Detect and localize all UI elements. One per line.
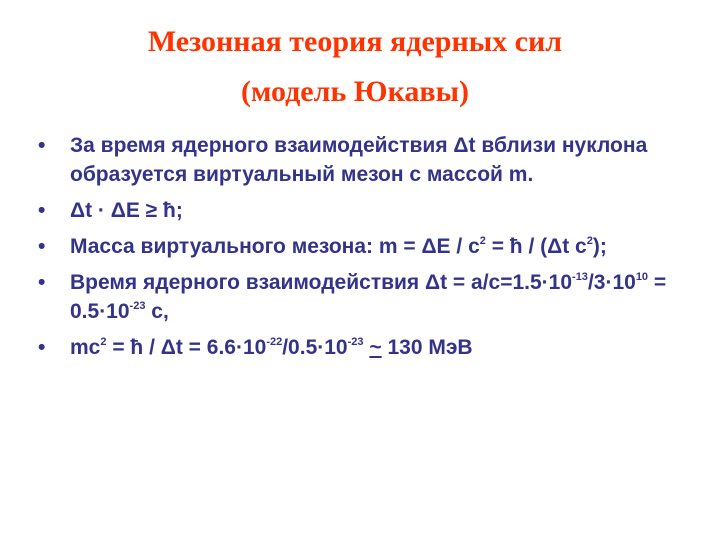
bullet-5-mid-2: /0.5·10	[282, 336, 348, 359]
bullet-4-post: =	[648, 271, 667, 294]
bullet-item-2	[38, 196, 698, 225]
bullet-3-mid: = ħ / (Δt c	[485, 235, 587, 258]
bullet-5-sup-3: -23	[347, 336, 364, 348]
bullet-1-line-2: образуется виртуальный мезон с массой m.	[70, 163, 534, 186]
bullet-item-3	[38, 232, 698, 261]
bullet-3-post: );	[592, 235, 607, 258]
bullet-marker: •	[38, 271, 46, 294]
bullet-5-post: 130 МэВ	[381, 336, 473, 359]
bullet-4-line-2: 0.5·10	[70, 300, 130, 323]
bullet-item-4	[38, 268, 698, 326]
bullet-3-pre: Масса виртуального мезона: m = ΔE / c	[70, 235, 480, 258]
bullet-4-pre: Время ядерного взаимодействия Δt = a/c=1.5·10	[70, 271, 573, 294]
slide-subtitle: (модель Юкавы)	[240, 75, 470, 108]
bullet-5-sup-1: 2	[100, 336, 107, 348]
bullet-item-1	[38, 131, 698, 189]
bullet-3-sup-2: 2	[586, 235, 593, 247]
bullet-5-sup-2: -22	[266, 336, 283, 348]
bullet-4-sup-2: 10	[635, 271, 649, 283]
bullet-marker: •	[38, 134, 46, 157]
bullet-5-pre: mc	[70, 336, 101, 359]
bullet-item-5	[38, 333, 698, 362]
slide-title: Мезонная теория ядерных сил	[147, 25, 563, 58]
bullet-marker: •	[38, 235, 46, 258]
bullet-2-text: Δt · ΔE ≥ ħ;	[70, 199, 183, 222]
bullet-5-mid-1: = ħ / Δt = 6.6·10	[106, 336, 267, 359]
bullet-marker: •	[38, 336, 46, 359]
bullet-4-sup-1: -13	[572, 271, 588, 283]
approx-tilde: ~	[369, 336, 382, 359]
bullet-marker: •	[38, 199, 46, 222]
bullet-4-sup-3: -23	[129, 300, 146, 312]
bullet-list	[38, 131, 698, 369]
bullet-1-line-1: За время ядерного взаимодействия Δt вблизи нуклона	[70, 134, 648, 157]
bullet-4-mid: /3·10	[587, 271, 636, 294]
bullet-4-line-2-post: с,	[145, 300, 169, 323]
bullet-3-sup-1: 2	[479, 235, 486, 247]
